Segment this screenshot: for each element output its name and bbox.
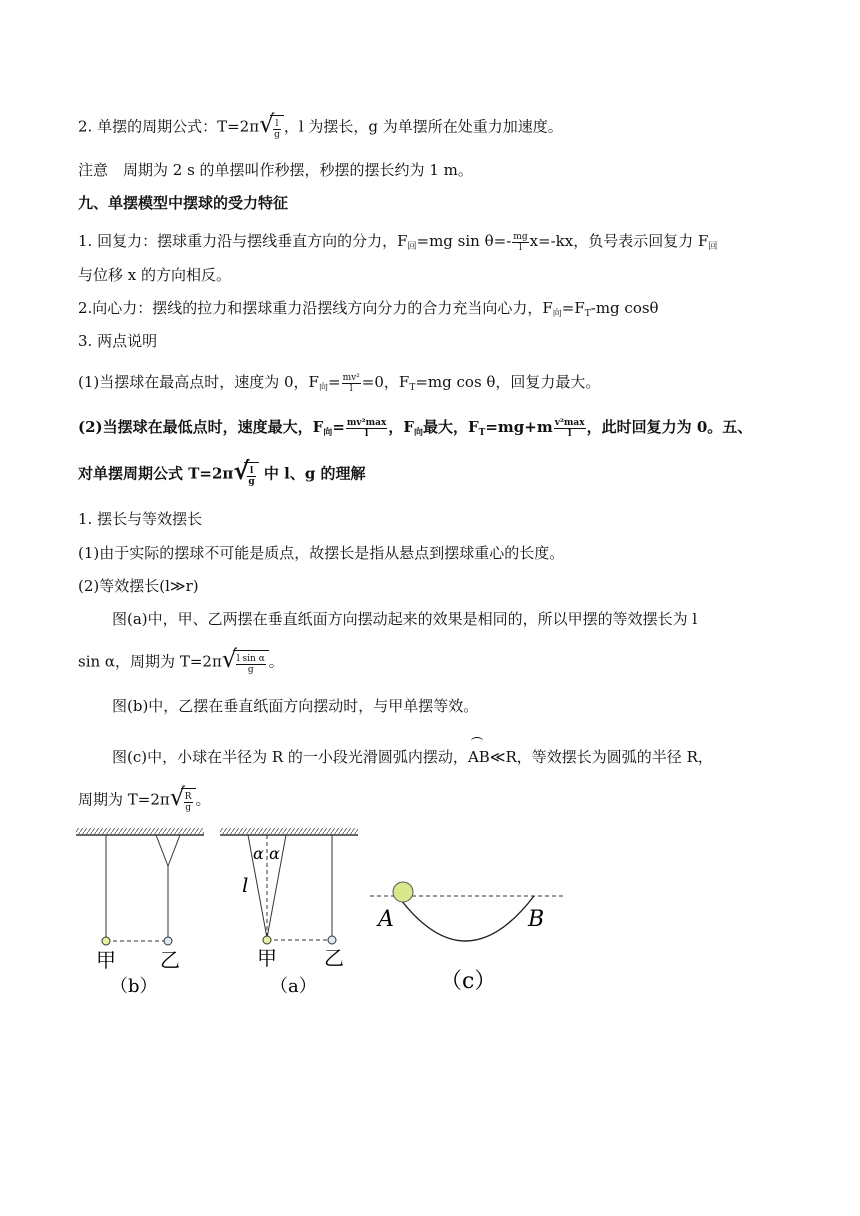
highest-point-line: (1)当摆球在最高点时，速度为 0，$F_向=$ $\frac{\text{mv²}}{l}$ =0，$F_T=mg$ cos θ，回复力最大。 <box>78 372 601 394</box>
label-b: B <box>528 907 545 932</box>
equivalent-length-heading: (2)等效摆长(l≫r) <box>78 577 199 595</box>
ball-jia <box>102 937 110 945</box>
figure-a-explanation: 图(a)中，甲、乙两摆在垂直纸面方向摆动起来的效果是相同的，所以甲摆的等效摆长为 l <box>112 610 698 628</box>
section-heading-5: 对单摆周期公式 T=2π √ $\frac{l}{g}$ 中 l、g 的理解 <box>78 457 366 487</box>
lowest-point-line: (2)当摆球在最低点时，速度最大，$F_向=$ $\frac{\text{mv²max}}{l}$ ，$F_向$最大，$F_T=mg+m$ $\frac{\text{v²max}}{l}$ ，此时回复力为 0。五、 <box>78 417 753 439</box>
arc-ab: AB <box>467 748 490 766</box>
label-yi: 乙 <box>324 946 344 970</box>
note-line: 注意 周期为 2 s 的单摆叫作秒摆，秒摆的摆长约为 1 m。 <box>78 161 473 179</box>
figure-c-period: 周期为 T=2π √ $\frac{R}{g}$ 。 <box>78 783 211 813</box>
caption-c: （c） <box>440 969 497 994</box>
label-alpha-right: α <box>269 844 280 863</box>
figure-a <box>220 826 360 1001</box>
ball-jia <box>263 936 271 944</box>
restoring-force-line-2: 与位移 x 的方向相反。 <box>78 266 231 284</box>
label-a: A <box>378 907 394 932</box>
label-l: l <box>242 873 249 897</box>
arc-path <box>398 896 534 941</box>
label-jia: 甲 <box>257 946 277 970</box>
length-heading: 1. 摆长与等效摆长 <box>78 510 203 528</box>
label-jia: 甲 <box>96 948 116 972</box>
caption-a: （a） <box>270 976 317 997</box>
ball <box>393 882 413 902</box>
section-heading-9: 九、单摆模型中摆球的受力特征 <box>78 194 289 212</box>
figure-b-explanation: 图(b)中，乙摆在垂直纸面方向摆动时，与甲单摆等效。 <box>112 697 479 715</box>
period-formula-line: 2. 单摆的周期公式：T=2π √ $\frac{l}{g}$ ，l 为摆长，g 为单摆所在处重力加速度。 <box>78 110 563 140</box>
ceiling-hatch <box>220 828 358 834</box>
figure-b <box>76 826 206 1001</box>
restoring-force-line: 1. 回复力：摆球重力沿与摆线垂直方向的分力，$F_回=mg$ sin θ=- $\frac{mg}{l}$ x=-kx，负号表示回复力 $F_回$ <box>78 231 718 253</box>
figure-a-period: sin α，周期为 T=2π √ $\frac{\text{l sin α}}{g}$ 。 <box>78 645 284 675</box>
ceiling-hatch <box>76 828 204 834</box>
label-alpha-left: α <box>253 844 264 863</box>
sqrt-expression: √ $\frac{l}{g}$ <box>259 115 284 140</box>
figure-c-explanation: 图(c)中，小球在半径为 R 的一小段光滑圆弧内摆动，AB≪R，等效摆长为圆弧的半径 R， <box>112 748 713 766</box>
length-explanation: (1)由于实际的摆球不可能是质点，故摆长是指从悬点到摆球重心的长度。 <box>78 544 565 562</box>
ball-yi <box>164 937 172 945</box>
figure-c <box>370 870 570 1000</box>
centripetal-force-line: 2.向心力：摆线的拉力和摆球重力沿摆线方向分力的合力充当向心力，$F_向=F_T-mg$ cosθ <box>78 299 659 319</box>
ball-yi <box>328 936 336 944</box>
two-points-line: 3. 两点说明 <box>78 332 158 350</box>
caption-b: （b） <box>110 976 158 997</box>
label-yi: 乙 <box>160 948 180 972</box>
